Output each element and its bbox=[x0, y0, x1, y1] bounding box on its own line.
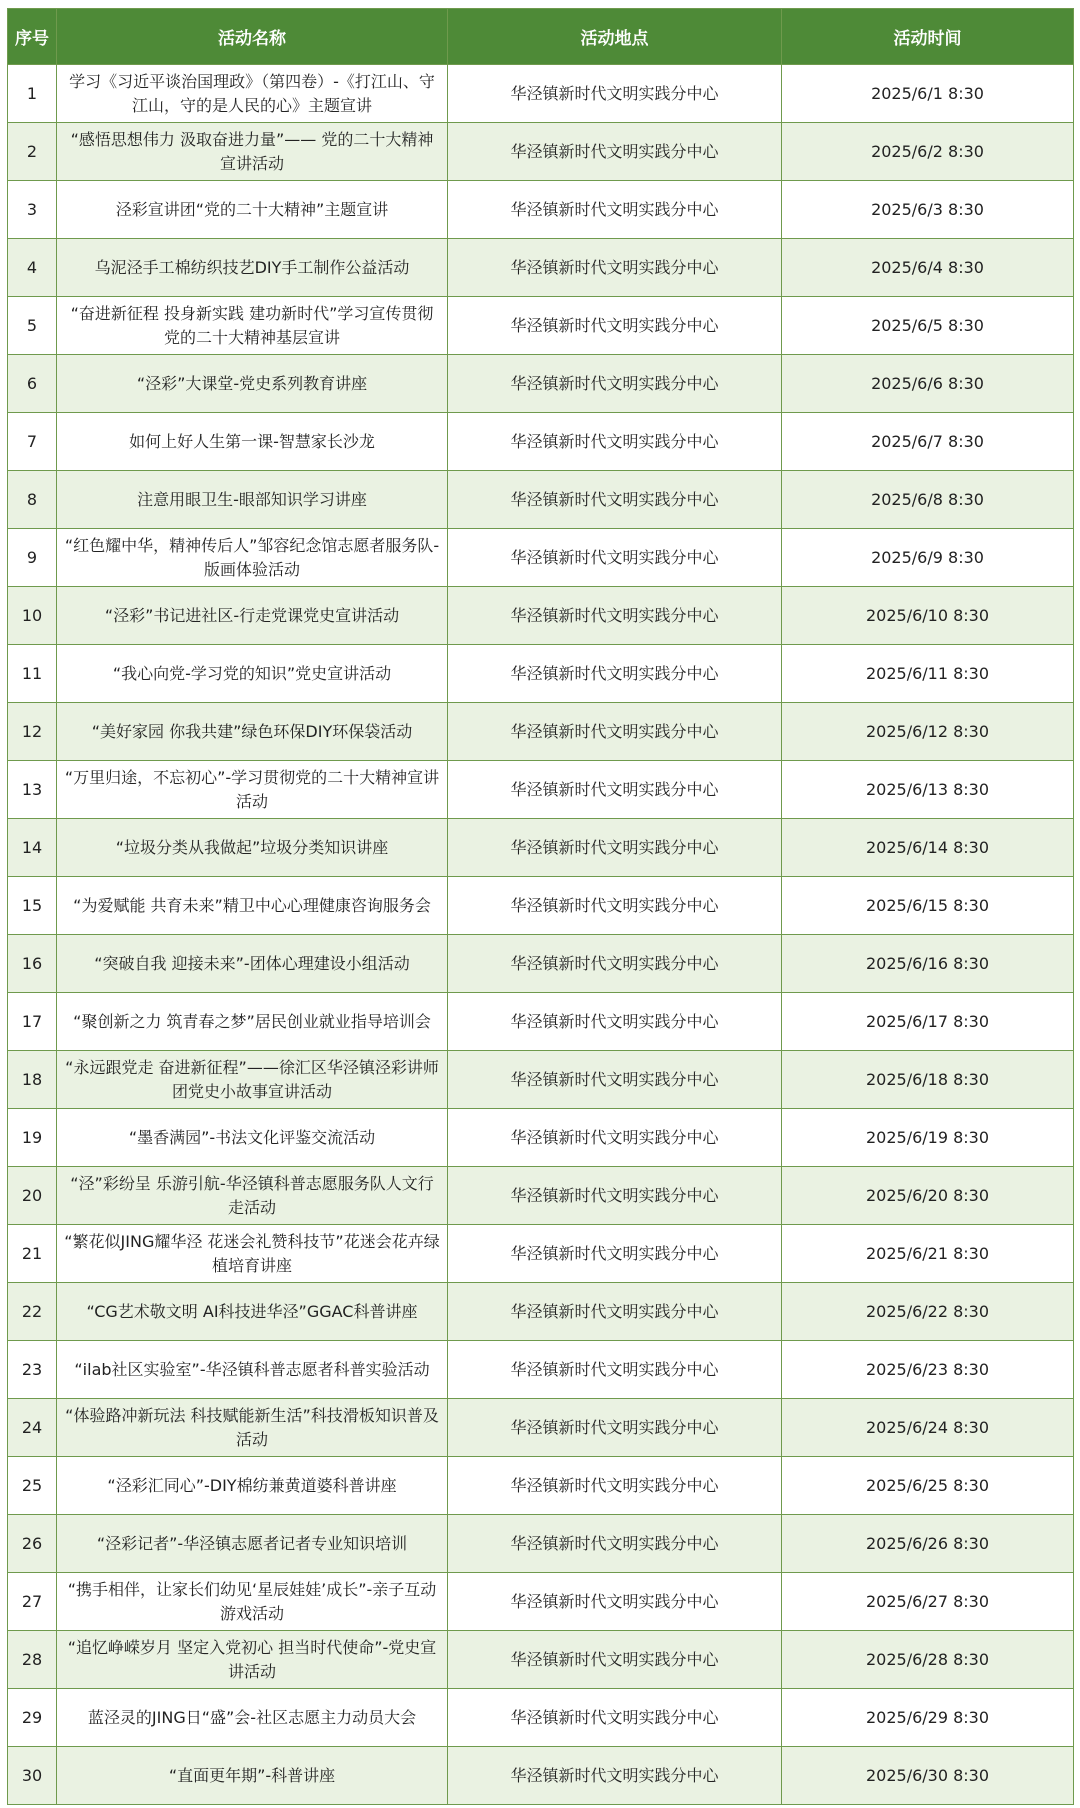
cell-activity-name: “携手相伴，让家长们幼见‘星辰娃娃’成长”-亲子互动游戏活动 bbox=[57, 1573, 448, 1631]
cell-number: 13 bbox=[8, 761, 57, 819]
cell-number: 21 bbox=[8, 1225, 57, 1283]
cell-activity-name: “ilab社区实验室”-华泾镇科普志愿者科普实验活动 bbox=[57, 1341, 448, 1399]
cell-activity-name: 蓝泾灵的JING日“盛”会-社区志愿主力动员大会 bbox=[57, 1689, 448, 1747]
table-row bbox=[8, 877, 1074, 935]
cell-activity-time: 2025/6/2 8:30 bbox=[782, 123, 1074, 181]
table-row bbox=[8, 1225, 1074, 1283]
cell-activity-name: 学习《习近平谈治国理政》（第四卷）-《打江山、守江山，守的是人民的心》主题宣讲 bbox=[57, 65, 448, 123]
cell-number: 11 bbox=[8, 645, 57, 703]
cell-number: 9 bbox=[8, 529, 57, 587]
cell-number: 15 bbox=[8, 877, 57, 935]
cell-activity-time: 2025/6/18 8:30 bbox=[782, 1051, 1074, 1109]
cell-activity-time: 2025/6/7 8:30 bbox=[782, 413, 1074, 471]
cell-activity-place: 华泾镇新时代文明实践分中心 bbox=[448, 413, 782, 471]
cell-activity-place: 华泾镇新时代文明实践分中心 bbox=[448, 877, 782, 935]
cell-activity-time: 2025/6/23 8:30 bbox=[782, 1341, 1074, 1399]
cell-number: 26 bbox=[8, 1515, 57, 1573]
cell-number: 30 bbox=[8, 1747, 57, 1805]
table-row bbox=[8, 587, 1074, 645]
cell-activity-place: 华泾镇新时代文明实践分中心 bbox=[448, 1457, 782, 1515]
cell-activity-name: “泾彩记者”-华泾镇志愿者记者专业知识培训 bbox=[57, 1515, 448, 1573]
cell-activity-name: 注意用眼卫生-眼部知识学习讲座 bbox=[57, 471, 448, 529]
table-header-row bbox=[8, 9, 1074, 65]
table-row bbox=[8, 1457, 1074, 1515]
cell-number: 3 bbox=[8, 181, 57, 239]
cell-activity-name: 泾彩宣讲团“党的二十大精神”主题宣讲 bbox=[57, 181, 448, 239]
table-row bbox=[8, 181, 1074, 239]
cell-activity-name: “直面更年期”-科普讲座 bbox=[57, 1747, 448, 1805]
table-row bbox=[8, 1109, 1074, 1167]
cell-number: 17 bbox=[8, 993, 57, 1051]
cell-activity-time: 2025/6/28 8:30 bbox=[782, 1631, 1074, 1689]
table-row bbox=[8, 1631, 1074, 1689]
cell-activity-name: “万里归途，不忘初心”-学习贯彻党的二十大精神宣讲活动 bbox=[57, 761, 448, 819]
table-row bbox=[8, 1689, 1074, 1747]
cell-number: 24 bbox=[8, 1399, 57, 1457]
cell-activity-name: “美好家园 你我共建”绿色环保DIY环保袋活动 bbox=[57, 703, 448, 761]
cell-activity-place: 华泾镇新时代文明实践分中心 bbox=[448, 471, 782, 529]
header-activity-name: 活动名称 bbox=[57, 9, 448, 65]
cell-activity-time: 2025/6/20 8:30 bbox=[782, 1167, 1074, 1225]
table-row bbox=[8, 761, 1074, 819]
cell-activity-place: 华泾镇新时代文明实践分中心 bbox=[448, 1225, 782, 1283]
cell-activity-place: 华泾镇新时代文明实践分中心 bbox=[448, 1515, 782, 1573]
cell-activity-place: 华泾镇新时代文明实践分中心 bbox=[448, 645, 782, 703]
cell-activity-name: 如何上好人生第一课-智慧家长沙龙 bbox=[57, 413, 448, 471]
cell-activity-place: 华泾镇新时代文明实践分中心 bbox=[448, 1689, 782, 1747]
cell-activity-time: 2025/6/14 8:30 bbox=[782, 819, 1074, 877]
table-row bbox=[8, 1283, 1074, 1341]
cell-activity-place: 华泾镇新时代文明实践分中心 bbox=[448, 935, 782, 993]
cell-number: 2 bbox=[8, 123, 57, 181]
cell-activity-name: “CG艺术敬文明 AI科技进华泾”GGAC科普讲座 bbox=[57, 1283, 448, 1341]
table-row bbox=[8, 1399, 1074, 1457]
cell-number: 29 bbox=[8, 1689, 57, 1747]
table-row bbox=[8, 1341, 1074, 1399]
cell-activity-place: 华泾镇新时代文明实践分中心 bbox=[448, 1399, 782, 1457]
cell-activity-time: 2025/6/21 8:30 bbox=[782, 1225, 1074, 1283]
cell-number: 6 bbox=[8, 355, 57, 413]
cell-activity-name: “泾彩汇同心”-DIY棉纺兼黄道婆科普讲座 bbox=[57, 1457, 448, 1515]
cell-activity-time: 2025/6/30 8:30 bbox=[782, 1747, 1074, 1805]
cell-activity-name: “追忆峥嵘岁月 坚定入党初心 担当时代使命”-党史宣讲活动 bbox=[57, 1631, 448, 1689]
table-row bbox=[8, 1167, 1074, 1225]
cell-activity-place: 华泾镇新时代文明实践分中心 bbox=[448, 1109, 782, 1167]
table-row bbox=[8, 1573, 1074, 1631]
cell-activity-name: “为爱赋能 共育未来”精卫中心心理健康咨询服务会 bbox=[57, 877, 448, 935]
cell-activity-place: 华泾镇新时代文明实践分中心 bbox=[448, 1573, 782, 1631]
cell-activity-time: 2025/6/25 8:30 bbox=[782, 1457, 1074, 1515]
cell-activity-place: 华泾镇新时代文明实践分中心 bbox=[448, 993, 782, 1051]
cell-activity-place: 华泾镇新时代文明实践分中心 bbox=[448, 1747, 782, 1805]
header-activity-time: 活动时间 bbox=[782, 9, 1074, 65]
cell-activity-place: 华泾镇新时代文明实践分中心 bbox=[448, 529, 782, 587]
table-row bbox=[8, 529, 1074, 587]
cell-activity-name: “泾彩”书记进社区-行走党课党史宣讲活动 bbox=[57, 587, 448, 645]
cell-number: 16 bbox=[8, 935, 57, 993]
cell-activity-time: 2025/6/16 8:30 bbox=[782, 935, 1074, 993]
cell-activity-place: 华泾镇新时代文明实践分中心 bbox=[448, 1283, 782, 1341]
cell-number: 19 bbox=[8, 1109, 57, 1167]
cell-activity-time: 2025/6/13 8:30 bbox=[782, 761, 1074, 819]
cell-activity-name: “垃圾分类从我做起”垃圾分类知识讲座 bbox=[57, 819, 448, 877]
cell-activity-time: 2025/6/3 8:30 bbox=[782, 181, 1074, 239]
cell-activity-time: 2025/6/1 8:30 bbox=[782, 65, 1074, 123]
cell-activity-time: 2025/6/4 8:30 bbox=[782, 239, 1074, 297]
table-row bbox=[8, 819, 1074, 877]
header-activity-place: 活动地点 bbox=[448, 9, 782, 65]
cell-activity-time: 2025/6/29 8:30 bbox=[782, 1689, 1074, 1747]
cell-activity-place: 华泾镇新时代文明实践分中心 bbox=[448, 355, 782, 413]
cell-number: 7 bbox=[8, 413, 57, 471]
cell-activity-time: 2025/6/22 8:30 bbox=[782, 1283, 1074, 1341]
cell-activity-name: “聚创新之力 筑青春之梦”居民创业就业指导培训会 bbox=[57, 993, 448, 1051]
table-row bbox=[8, 239, 1074, 297]
cell-activity-place: 华泾镇新时代文明实践分中心 bbox=[448, 65, 782, 123]
cell-activity-time: 2025/6/11 8:30 bbox=[782, 645, 1074, 703]
cell-number: 28 bbox=[8, 1631, 57, 1689]
cell-activity-name: 乌泥泾手工棉纺织技艺DIY手工制作公益活动 bbox=[57, 239, 448, 297]
table-row bbox=[8, 123, 1074, 181]
cell-activity-place: 华泾镇新时代文明实践分中心 bbox=[448, 297, 782, 355]
cell-activity-time: 2025/6/27 8:30 bbox=[782, 1573, 1074, 1631]
cell-number: 20 bbox=[8, 1167, 57, 1225]
cell-activity-place: 华泾镇新时代文明实践分中心 bbox=[448, 819, 782, 877]
cell-activity-time: 2025/6/15 8:30 bbox=[782, 877, 1074, 935]
cell-activity-name: “体验路冲新玩法 科技赋能新生活”科技滑板知识普及活动 bbox=[57, 1399, 448, 1457]
cell-activity-name: “感悟思想伟力 汲取奋进力量”—— 党的二十大精神宣讲活动 bbox=[57, 123, 448, 181]
cell-activity-place: 华泾镇新时代文明实践分中心 bbox=[448, 1167, 782, 1225]
cell-number: 10 bbox=[8, 587, 57, 645]
cell-activity-time: 2025/6/17 8:30 bbox=[782, 993, 1074, 1051]
cell-activity-name: “奋进新征程 投身新实践 建功新时代”学习宣传贯彻党的二十大精神基层宣讲 bbox=[57, 297, 448, 355]
cell-activity-time: 2025/6/9 8:30 bbox=[782, 529, 1074, 587]
table-row bbox=[8, 1515, 1074, 1573]
table-row bbox=[8, 993, 1074, 1051]
table-body bbox=[8, 65, 1074, 1805]
table-row bbox=[8, 355, 1074, 413]
cell-activity-place: 华泾镇新时代文明实践分中心 bbox=[448, 1051, 782, 1109]
header-number: 序号 bbox=[8, 9, 57, 65]
cell-activity-time: 2025/6/26 8:30 bbox=[782, 1515, 1074, 1573]
cell-number: 25 bbox=[8, 1457, 57, 1515]
cell-activity-time: 2025/6/6 8:30 bbox=[782, 355, 1074, 413]
cell-number: 23 bbox=[8, 1341, 57, 1399]
cell-activity-place: 华泾镇新时代文明实践分中心 bbox=[448, 1631, 782, 1689]
cell-activity-name: “红色耀中华，精神传后人”邹容纪念馆志愿者服务队-版画体验活动 bbox=[57, 529, 448, 587]
cell-activity-time: 2025/6/8 8:30 bbox=[782, 471, 1074, 529]
cell-activity-time: 2025/6/24 8:30 bbox=[782, 1399, 1074, 1457]
cell-activity-place: 华泾镇新时代文明实践分中心 bbox=[448, 239, 782, 297]
cell-number: 18 bbox=[8, 1051, 57, 1109]
cell-number: 27 bbox=[8, 1573, 57, 1631]
cell-activity-name: “我心向党-学习党的知识”党史宣讲活动 bbox=[57, 645, 448, 703]
cell-activity-name: “墨香满园”-书法文化评鉴交流活动 bbox=[57, 1109, 448, 1167]
cell-activity-time: 2025/6/19 8:30 bbox=[782, 1109, 1074, 1167]
table-row bbox=[8, 703, 1074, 761]
cell-number: 4 bbox=[8, 239, 57, 297]
table-row bbox=[8, 297, 1074, 355]
table-row bbox=[8, 1051, 1074, 1109]
table-row bbox=[8, 413, 1074, 471]
cell-number: 8 bbox=[8, 471, 57, 529]
cell-number: 5 bbox=[8, 297, 57, 355]
cell-activity-name: “泾彩”大课堂-党史系列教育讲座 bbox=[57, 355, 448, 413]
table-row bbox=[8, 645, 1074, 703]
table-row bbox=[8, 65, 1074, 123]
table-row bbox=[8, 1747, 1074, 1805]
table-row bbox=[8, 471, 1074, 529]
cell-activity-place: 华泾镇新时代文明实践分中心 bbox=[448, 587, 782, 645]
cell-activity-place: 华泾镇新时代文明实践分中心 bbox=[448, 123, 782, 181]
cell-activity-place: 华泾镇新时代文明实践分中心 bbox=[448, 703, 782, 761]
cell-number: 1 bbox=[8, 65, 57, 123]
cell-activity-place: 华泾镇新时代文明实践分中心 bbox=[448, 181, 782, 239]
cell-activity-name: “繁花似JING耀华泾 花迷会礼赞科技节”花迷会花卉绿植培育讲座 bbox=[57, 1225, 448, 1283]
activity-table bbox=[7, 8, 1074, 1805]
table-row bbox=[8, 935, 1074, 993]
cell-activity-place: 华泾镇新时代文明实践分中心 bbox=[448, 761, 782, 819]
cell-number: 12 bbox=[8, 703, 57, 761]
cell-activity-place: 华泾镇新时代文明实践分中心 bbox=[448, 1341, 782, 1399]
cell-activity-time: 2025/6/10 8:30 bbox=[782, 587, 1074, 645]
cell-activity-name: “永远跟党走 奋进新征程”——徐汇区华泾镇泾彩讲师团党史小故事宣讲活动 bbox=[57, 1051, 448, 1109]
cell-activity-name: “泾”彩纷呈 乐游引航-华泾镇科普志愿服务队人文行走活动 bbox=[57, 1167, 448, 1225]
cell-number: 22 bbox=[8, 1283, 57, 1341]
cell-number: 14 bbox=[8, 819, 57, 877]
cell-activity-name: “突破自我 迎接未来”-团体心理建设小组活动 bbox=[57, 935, 448, 993]
cell-activity-time: 2025/6/12 8:30 bbox=[782, 703, 1074, 761]
cell-activity-time: 2025/6/5 8:30 bbox=[782, 297, 1074, 355]
